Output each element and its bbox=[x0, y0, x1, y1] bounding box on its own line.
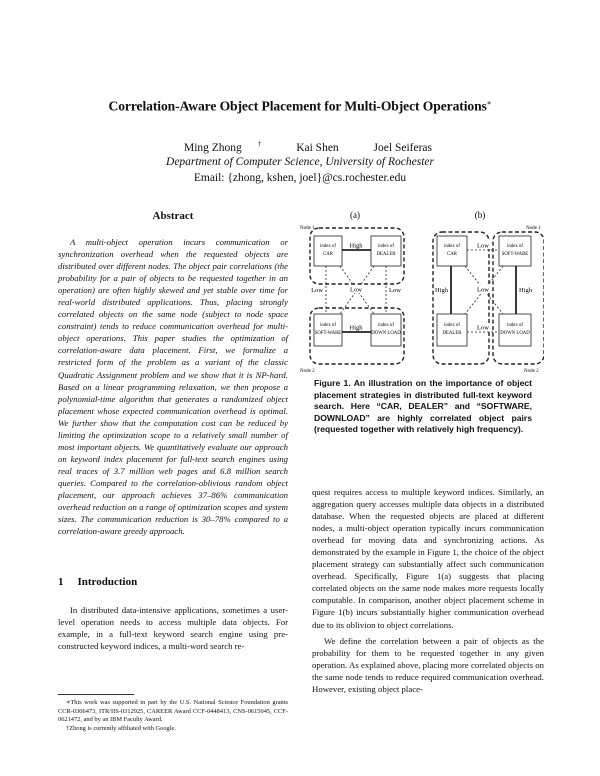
email: Email: {zhong, kshen, joel}@cs.rochester.edu bbox=[193, 172, 407, 184]
edge-label-b-top: Low bbox=[477, 242, 489, 250]
edge-label-b-diag: Low bbox=[477, 286, 489, 294]
footnote-1: ∗This work was supported in part by the U.S. National Science Foundation grants CCR-0306473, ITR/IIS-0312925, CAREER Award CCF-0448413, CNS-0615045, CCF-0621472, and by an IBM Faculty Award. bbox=[58, 699, 288, 724]
box-keyword: DEALER bbox=[442, 331, 462, 336]
section-heading bbox=[58, 576, 137, 588]
box-keyword: DOWN LOAD bbox=[371, 331, 401, 336]
intro-column-2 bbox=[312, 486, 544, 695]
author-list bbox=[0, 140, 600, 154]
node1-label-a: Node 1 bbox=[300, 226, 315, 231]
node2-label-a: Node 2 bbox=[300, 369, 315, 374]
author-mark: † bbox=[257, 140, 262, 148]
index-box-b-car bbox=[437, 236, 467, 266]
box-keyword: DEALER bbox=[376, 252, 396, 257]
panel-b-label: (b) bbox=[474, 210, 486, 220]
edge-label-a-right: Low bbox=[389, 287, 401, 294]
intro-paragraph-2: We define the correlation between a pair of objects as the probability for them to be requested together in any given operation. As explained above, placing more correlated objects on the same node tends to reduce required communication overhead. However, existing object place- bbox=[312, 635, 544, 694]
abstract-heading: Abstract bbox=[152, 210, 194, 222]
section-number: 1 bbox=[58, 576, 64, 588]
index-box-a-car bbox=[314, 236, 342, 266]
author-name: Ming Zhong bbox=[183, 141, 242, 154]
abstract-text: A multi-object operation incurs communication or synchronization overhead when the requested objects are distributed over different nodes. The object pair correlations (the probability for a pair of objects to be requested together in an operation) are often highly skewed and yet stable over time for real-world distributed applications. Thus, placing strongly correlated objects on the same node (subject to node space constraint) tends to reduce communication overhead for multi-object operations. This paper studies the optimization of correlation-aware data placement. First, we formalize a restricted form of the problem as a variant of the classic Quadratic Assignment problem and we show that it is NP-hard. Based on a linear programming relaxation, we then propose a polynomial-time algorithm that generates a randomized object placement whose expected communication overhead is optimal. We further show that the computation cost can be reduced by limiting the optimization scope to a relatively small number of most important objects. We quantitatively evaluate our approach on keyword index placement for full-text search engines using real traces of 3.7 million web pages and 6.8 million search queries. Compared to the correlation-oblivious random object placement, our approach achieves 37–86% communication overhead reduction on a range of optimization scopes and system sizes. The communication reduction is 30–78% compared to a correlation-aware greedy approach. bbox=[58, 237, 288, 537]
footnotes bbox=[58, 699, 288, 734]
index-box-a-download bbox=[371, 314, 401, 346]
node2-label-b: Node 2 bbox=[524, 369, 539, 374]
edge-label-a-diag: Low bbox=[350, 286, 362, 294]
box-caption: index of bbox=[444, 323, 460, 328]
edge-label-a-top: High bbox=[349, 242, 363, 250]
figure-1 bbox=[300, 208, 544, 378]
author-3: Joel Seiferas bbox=[373, 141, 432, 154]
figure-caption: Figure 1. An illustration on the importance of object placement strategies in distributed full-text keyword search. Here “CAR, DEALER” and “SOFTWARE, DOWNLOAD” are highly correlated object pairs (requested together with relatively high frequency). bbox=[314, 378, 532, 435]
edge-label-b-left: High bbox=[435, 287, 448, 294]
box-caption: index of bbox=[378, 323, 394, 328]
intro-paragraph-1: In distributed data-intensive applications, sometimes a user-level operation needs to access multiple data objects. For example, in a full-text keyword search engine using pre-constructed keyword indices, a multi-word search re- bbox=[58, 605, 288, 652]
box-keyword: SOFT-WARE bbox=[501, 252, 529, 257]
intro-paragraph-1-continued: quest requires access to multiple keyword indices. Similarly, an aggregation query accesses multiple data objects in a distributed database. When the requested objects are placed at different nodes, a multi-object operation typically incurs communication overhead for moving data and synchronizing actions. As demonstrated by the example in Figure 1, the choice of the object placement strategy can substantially affect such communication overhead. Specifically, Figure 1(a) suggests that placing correlated objects on the same node makes more requests locally computable. In comparison, another object placement scheme in Figure 1(b) incurs substantially higher communication overhead due to its oblivion to object correlations. bbox=[312, 487, 544, 630]
box-keyword: CAR bbox=[323, 252, 333, 257]
index-box-b-software bbox=[499, 236, 531, 266]
department: Department of Computer Science, University of Rochester bbox=[166, 156, 434, 168]
title-footnote-mark: ∗ bbox=[486, 99, 492, 107]
intro-column-1 bbox=[58, 604, 288, 652]
footnote-rule bbox=[58, 694, 134, 695]
edge-label-a-bottom: High bbox=[349, 324, 363, 332]
index-box-b-download bbox=[499, 314, 531, 346]
box-caption: index of bbox=[320, 244, 336, 249]
box-caption: index of bbox=[444, 244, 460, 249]
edge-label-b-right: High bbox=[519, 287, 532, 294]
edge-label-b-bottom: Low bbox=[477, 324, 489, 332]
box-caption: index of bbox=[507, 244, 523, 249]
paper-title bbox=[0, 98, 600, 115]
index-box-b-dealer bbox=[437, 314, 467, 346]
footnote-2: †Zhong is currently affiliated with Google. bbox=[66, 725, 176, 733]
title-text: Correlation-Aware Object Placement for Multi-Object Operations bbox=[108, 98, 487, 114]
box-keyword: SOFT-WARE bbox=[314, 331, 342, 336]
box-caption: index of bbox=[378, 244, 394, 249]
box-caption: index of bbox=[507, 323, 523, 328]
panel-a-label: (a) bbox=[350, 210, 360, 220]
box-keyword: CAR bbox=[447, 252, 457, 257]
box-keyword: DOWN LOAD bbox=[500, 331, 530, 336]
box-caption: index of bbox=[320, 323, 336, 328]
index-box-a-software bbox=[314, 314, 342, 346]
abstract-body bbox=[58, 236, 288, 537]
section-title: Introduction bbox=[77, 576, 138, 588]
edge-label-a-left: Low bbox=[311, 287, 323, 294]
node1-label-b: Node 1 bbox=[526, 226, 541, 231]
author-1 bbox=[168, 142, 261, 154]
author-2: Kai Shen bbox=[296, 141, 339, 154]
index-box-a-dealer bbox=[371, 236, 401, 266]
